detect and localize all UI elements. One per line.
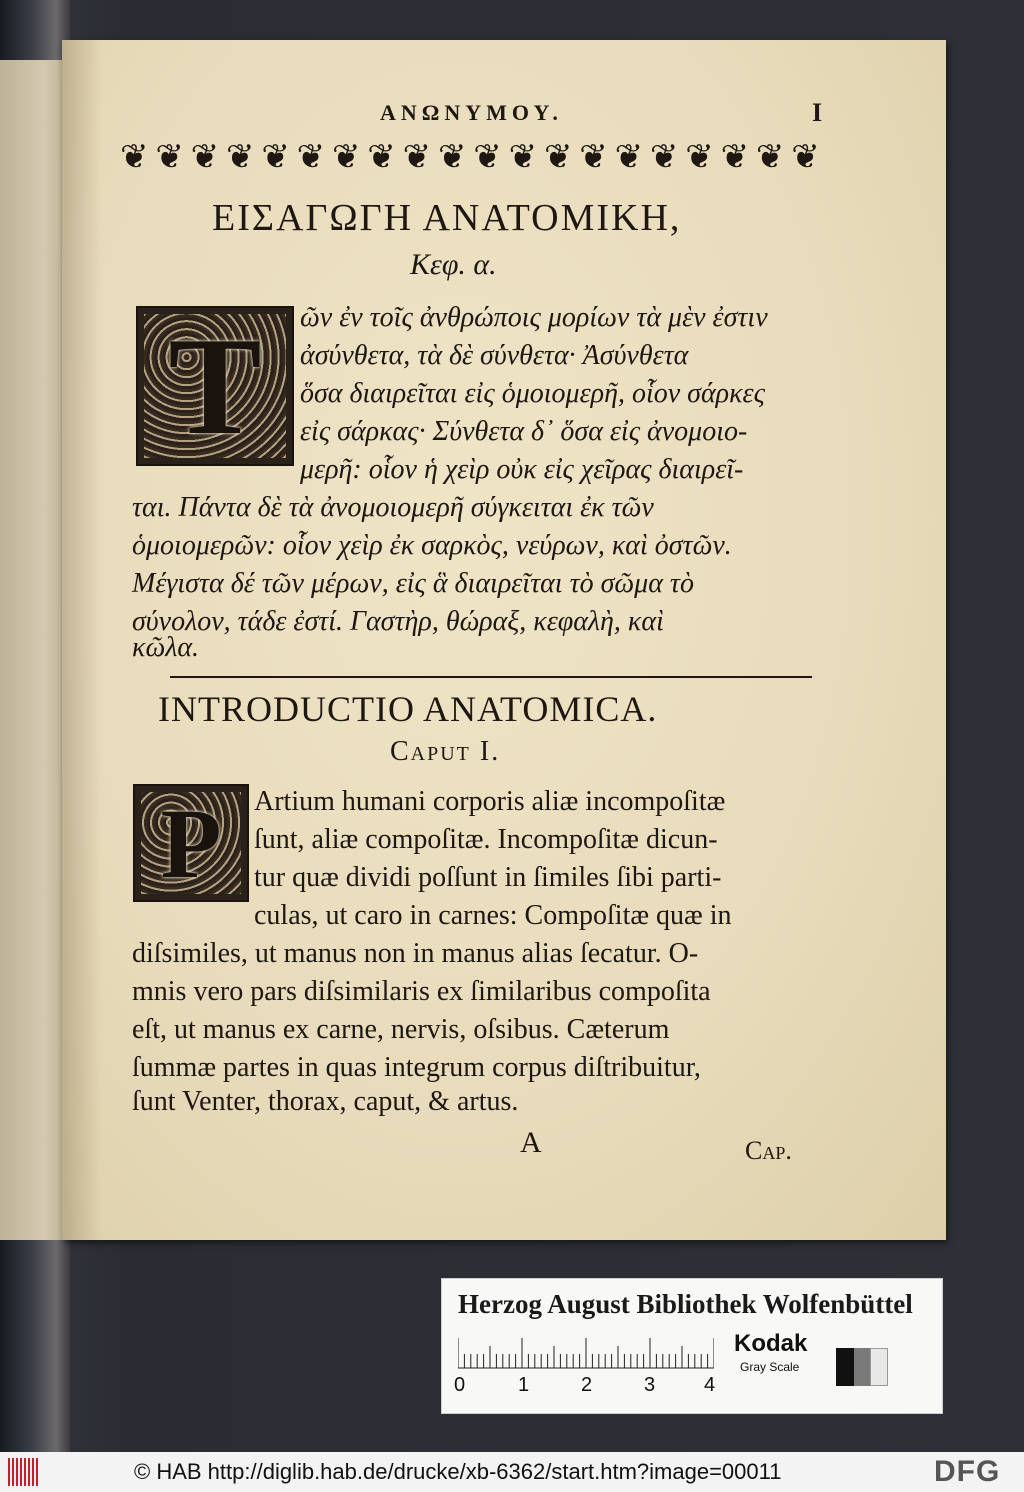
fleuron-icon: ❦: [155, 137, 184, 177]
greek-line: μερῆ: οἷον ἡ χεὶρ οὐκ εἰς χεῖρας διαιρεῖ-: [300, 454, 744, 485]
latin-line: ſunt Venter, thorax, caput, & artus.: [132, 1086, 519, 1117]
latin-line: culas, ut caro in carnes: Compoſitæ quæ in: [254, 900, 732, 931]
ruler-number: 2: [581, 1374, 593, 1396]
folio-number: I: [812, 98, 823, 127]
section-divider: [170, 676, 812, 678]
gray-scale-label: Gray Scale: [740, 1360, 800, 1374]
fleuron-icon: ❦: [543, 137, 573, 177]
signature-mark: A: [520, 1126, 542, 1159]
initial-letter: P: [160, 787, 222, 899]
ruler-number: 1: [518, 1374, 530, 1396]
ornament-band: [120, 134, 820, 180]
fleuron-icon: ❦: [649, 137, 679, 177]
fleuron-icon: ❦: [296, 137, 326, 177]
fleuron-icon: ❦: [261, 137, 290, 177]
latin-line: tur quæ dividi poſſunt in ſimiles ſibi parti-: [254, 862, 722, 893]
latin-line: mnis vero pars diſsimilaris ex ſimilaribus compoſita: [132, 976, 711, 1007]
fleuron-icon: ❦: [437, 137, 467, 177]
greek-line: ῶν ἐν τοῖς ἀνθρώποις μορίων τὰ μὲν ἐστιν: [300, 302, 768, 333]
footer-citation: © HAB http://diglib.hab.de/drucke/xb-6362/start.htm?image=00011: [134, 1459, 782, 1484]
initial-letter: Τ: [168, 308, 262, 464]
fleuron-icon: ❦: [120, 137, 149, 177]
ruler-number: 0: [454, 1374, 466, 1396]
latin-line: eſt, ut manus ex carne, nervis, oſsibus. Cæterum: [132, 1014, 670, 1045]
latin-line: Artium humani corporis aliæ incompoſitæ: [254, 786, 726, 817]
latin-title: INTRODUCTIO ANATOMICA.: [158, 689, 658, 729]
greek-line: ἀσύνθετα, τὰ δὲ σύνθετα· Ἀσύνθετα: [300, 340, 689, 371]
running-head: ΑΝΩΝΥΜΟΥ.: [380, 100, 563, 125]
greek-line: κῶλα.: [132, 632, 200, 663]
ornamental-initial-t: [136, 306, 294, 466]
gray-swatch-light: [870, 1348, 888, 1386]
fleuron-icon: ❦: [190, 137, 220, 177]
latin-line: ſummæ partes in quas integrum corpus diſtribuitur,: [132, 1052, 701, 1083]
ruler-number: 3: [644, 1374, 656, 1396]
kodak-logo: Kodak: [734, 1330, 808, 1357]
greek-line: ὅσα διαιρεῖται εἰς ὁμοιομερῆ, οἷον σάρκες: [300, 378, 765, 409]
hab-logo-icon: [8, 1458, 38, 1486]
latin-line: diſsimiles, ut manus non in manus alias ſecatur. O-: [132, 938, 699, 969]
fleuron-icon: ❦: [473, 137, 502, 177]
page-gutter-shadow: [62, 40, 102, 1240]
greek-chapter-heading: Κεφ. α.: [410, 248, 497, 281]
fleuron-icon: ❦: [791, 137, 820, 177]
fleuron-icon: ❦: [614, 137, 644, 177]
fleuron-icon: ❦: [508, 137, 538, 177]
greek-line: σύνολον, τάδε ἐστί. Γαστὴρ, θώραξ, κεφαλὴ, καὶ: [132, 606, 664, 637]
greek-line: Μέγιστα δέ τῶν μέρων, εἰς ἃ διαιρεῖται τὸ σῶμα τὸ: [132, 568, 694, 599]
measurement-ruler: [458, 1332, 714, 1370]
ornamental-initial-p: [133, 784, 249, 902]
fleuron-icon: ❦: [579, 137, 608, 177]
catchword: Cap.: [745, 1136, 792, 1165]
gray-swatch-black: [836, 1348, 854, 1386]
greek-line: εἰς σάρκας· Σύνθετα δ᾽ ὅσα εἰς ἀνομοιο-: [300, 416, 748, 447]
greek-title: ΕΙΣΑΓΩΓΗ ΑΝΑΤΟΜΙΚΗ,: [212, 197, 682, 239]
fleuron-icon: ❦: [367, 137, 396, 177]
library-name: Herzog August Bibliothek Wolfenbüttel: [458, 1289, 913, 1319]
ruler-number: 4: [704, 1374, 716, 1396]
fleuron-icon: ❦: [331, 137, 361, 177]
gray-swatch-mid: [854, 1348, 870, 1386]
fleuron-icon: ❦: [225, 137, 255, 177]
greek-line: ται. Πάντα δὲ τὰ ἀνομοιομερῆ σύγκειται ἐκ τῶν: [132, 492, 654, 523]
fleuron-icon: ❦: [755, 137, 785, 177]
fleuron-icon: ❦: [685, 137, 714, 177]
latin-line: ſunt, aliæ compoſitæ. Incompoſitæ dicun-: [254, 824, 718, 855]
greek-line: ὁμοιομερῶν: οἷον χεὶρ ἐκ σαρκὸς, νεύρων, καὶ ὀστῶν.: [132, 530, 732, 561]
fleuron-icon: ❦: [720, 137, 750, 177]
latin-chapter-heading: Caput I.: [390, 736, 501, 767]
fleuron-icon: ❦: [402, 137, 432, 177]
dfg-logo: DFG: [934, 1455, 1001, 1488]
